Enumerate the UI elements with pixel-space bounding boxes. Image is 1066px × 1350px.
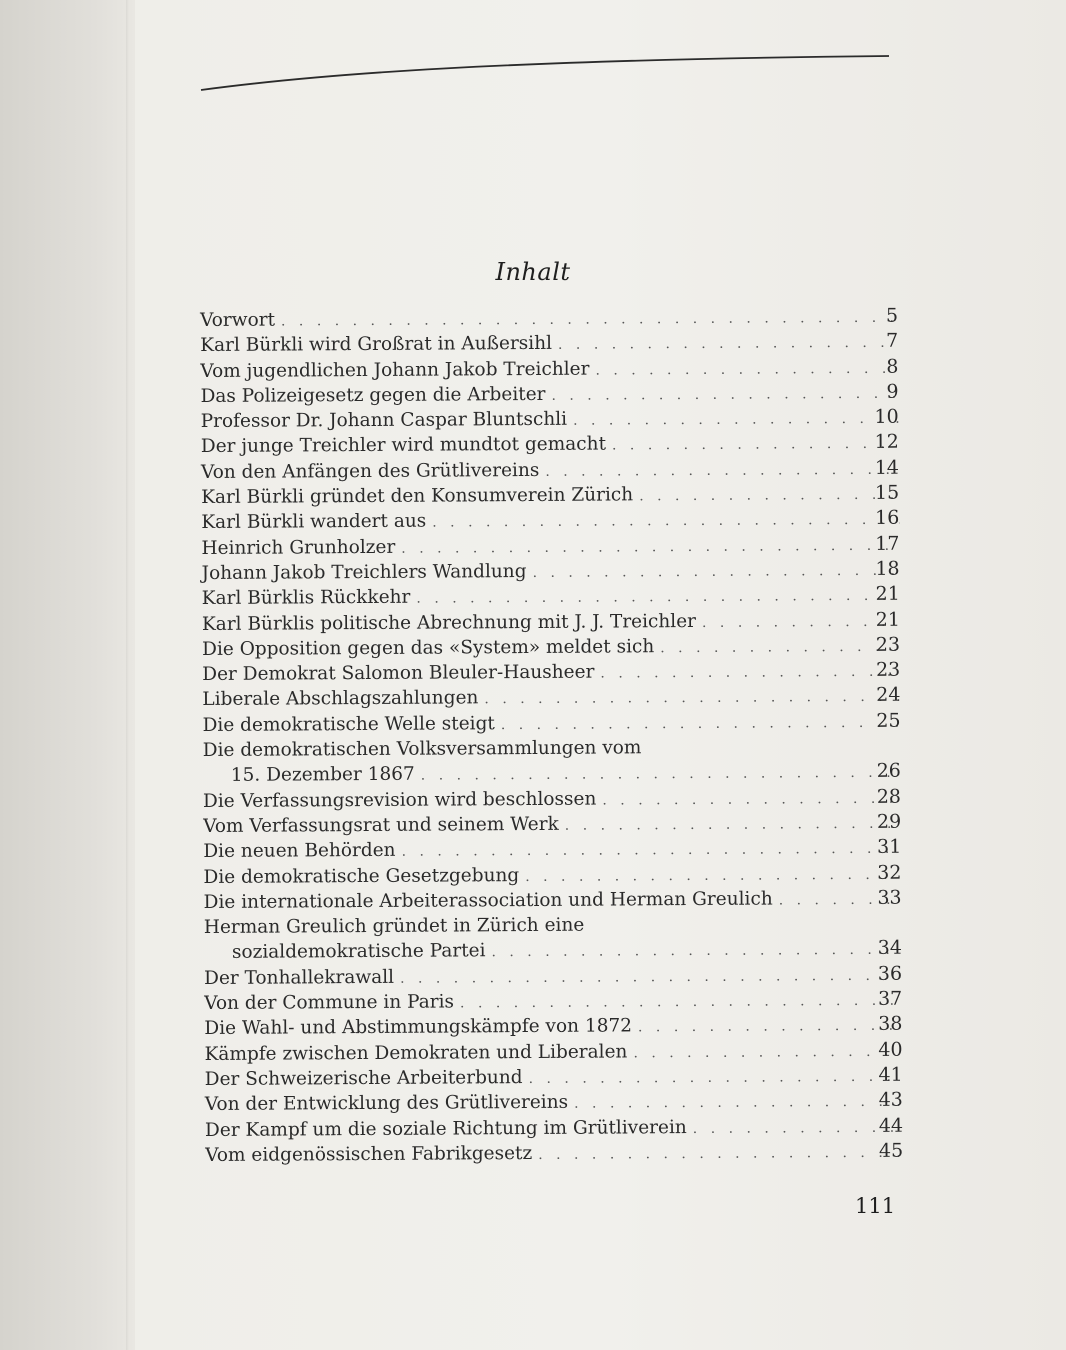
toc-entry-title: Die demokratische Gesetzgebung [203,864,520,888]
toc-entry-title: Die Opposition gegen das «System» meldet sich [202,636,655,660]
toc-entry-title: Herman Greulich gründet in Zürich eine [203,914,585,939]
toc-entry-title: Karl Bürkli wird Großrat in Außersihl [200,333,553,357]
toc-page-number: 38 [878,1013,903,1036]
toc-entry-title: Der Demokrat Salomon Bleuler-Hausheer [202,661,595,686]
toc-page-number: 33 [877,886,902,909]
toc-page-number: 40 [878,1038,903,1061]
toc-page-number: 23 [875,658,901,682]
toc-page-number: 43 [878,1088,903,1112]
toc-page-number: 16 [875,507,900,530]
toc-page-number: 34 [877,937,902,960]
toc-entry-title: Die neuen Behörden [203,840,396,863]
toc-entry-title: Die Verfassungsrevision wird beschlossen [202,788,597,812]
toc-entry-title: Der junge Treichler wird mundtot gemacht [200,434,607,458]
toc-page-number: 28 [876,785,902,808]
toc-entry-title: Vom eidgenössischen Fabrikgesetz [205,1142,533,1166]
toc-entry-title: Von der Entwicklung des Grütlivereins [204,1091,569,1116]
toc-entry-title: Karl Bürklis Rückkehr [201,586,411,610]
toc-entry-title-continuation: 15. Dezember 1867 [230,764,415,787]
page-edge [126,0,129,1350]
toc-page-number: 25 [876,709,901,732]
toc-entry-title: Johann Jakob Treichlers Wandlung [201,560,527,584]
toc-page-number: 5 [885,304,899,327]
toc-page-number: 37 [877,987,903,1010]
toc-page-number: 18 [875,557,900,580]
toc-page-number: 44 [878,1114,904,1137]
toc-entry-title: Von der Commune in Paris [204,991,455,1015]
toc-entry-title: Die internationale Arbeiterassociation und Herman Greulich [203,888,773,913]
toc-entry-title: Heinrich Grunholzer [201,536,396,559]
toc-page-number: 9 [886,380,899,403]
toc-entry-title: Der Schweizerische Arbeiterbund [204,1066,523,1090]
toc-page-number: 24 [876,684,901,707]
toc-page-number: 21 [875,582,900,606]
page-title: Inhalt [495,258,571,286]
toc-page-number: 26 [876,760,901,783]
toc-page-number: 45 [878,1139,904,1162]
toc-page-number: 29 [876,810,902,833]
toc-entry-title: Karl Bürkli gründet den Konsumverein Zürich [201,484,634,509]
decorative-rule [200,54,890,92]
toc-entry-title: Karl Bürkli wandert aus [201,510,427,534]
leader-dots [538,1141,903,1169]
toc-page-number: 23 [875,633,901,656]
toc-entry [205,1139,903,1169]
toc-entry-title: Die demokratischen Volksversammlungen vom [202,737,642,762]
toc-entry-title: Vom jugendlichen Johann Jakob Treichler [200,358,590,382]
toc-entry-title-continuation: sozialdemokratische Partei [231,940,486,964]
toc-entry-title: Von den Anfängen des Grütlivereins [200,459,540,483]
facing-page-gutter [0,0,135,1350]
toc-entry-title: Das Polizeigesetz gegen die Arbeiter [200,383,546,407]
toc-entry-title: Professor Dr. Johann Caspar Bluntschli [200,408,568,433]
toc-entry-title: Liberale Abschlagszahlungen [202,687,479,711]
table-of-contents [200,304,903,1168]
toc-entry-title: Der Tonhallekrawall [204,966,395,989]
toc-page-number: 8 [886,355,899,378]
toc-page-number: 31 [877,835,902,859]
toc-page-number: 7 [886,330,899,353]
toc-entry-title: Kämpfe zwischen Demokraten und Liberalen [204,1041,628,1065]
toc-page-number: 21 [875,608,900,631]
toc-entry-title: Der Kampf um die soziale Richtung im Grütliverein [204,1116,687,1141]
toc-page-number: 15 [874,481,900,504]
toc-page-number: 10 [874,405,899,429]
page-number: 111 [855,1194,896,1218]
toc-entry-title: Vom Verfassungsrat und seinem Werk [203,813,559,837]
toc-page-number: 17 [875,532,900,555]
toc-entry-title: Vorwort [200,309,276,331]
toc-entry-title: Die Wahl- und Abstimmungskämpfe von 1872 [204,1015,633,1040]
toc-page-number: 14 [874,456,900,479]
toc-page-number: 32 [877,861,902,884]
toc-entry-title: Karl Bürklis politische Abrechnung mit J. J. Treichler [201,610,697,635]
toc-page-number: 12 [874,431,899,454]
toc-entry-title: Die demokratische Welle steigt [202,712,495,736]
toc-page-number: 41 [878,1063,903,1086]
toc-page-number: 36 [877,962,903,985]
